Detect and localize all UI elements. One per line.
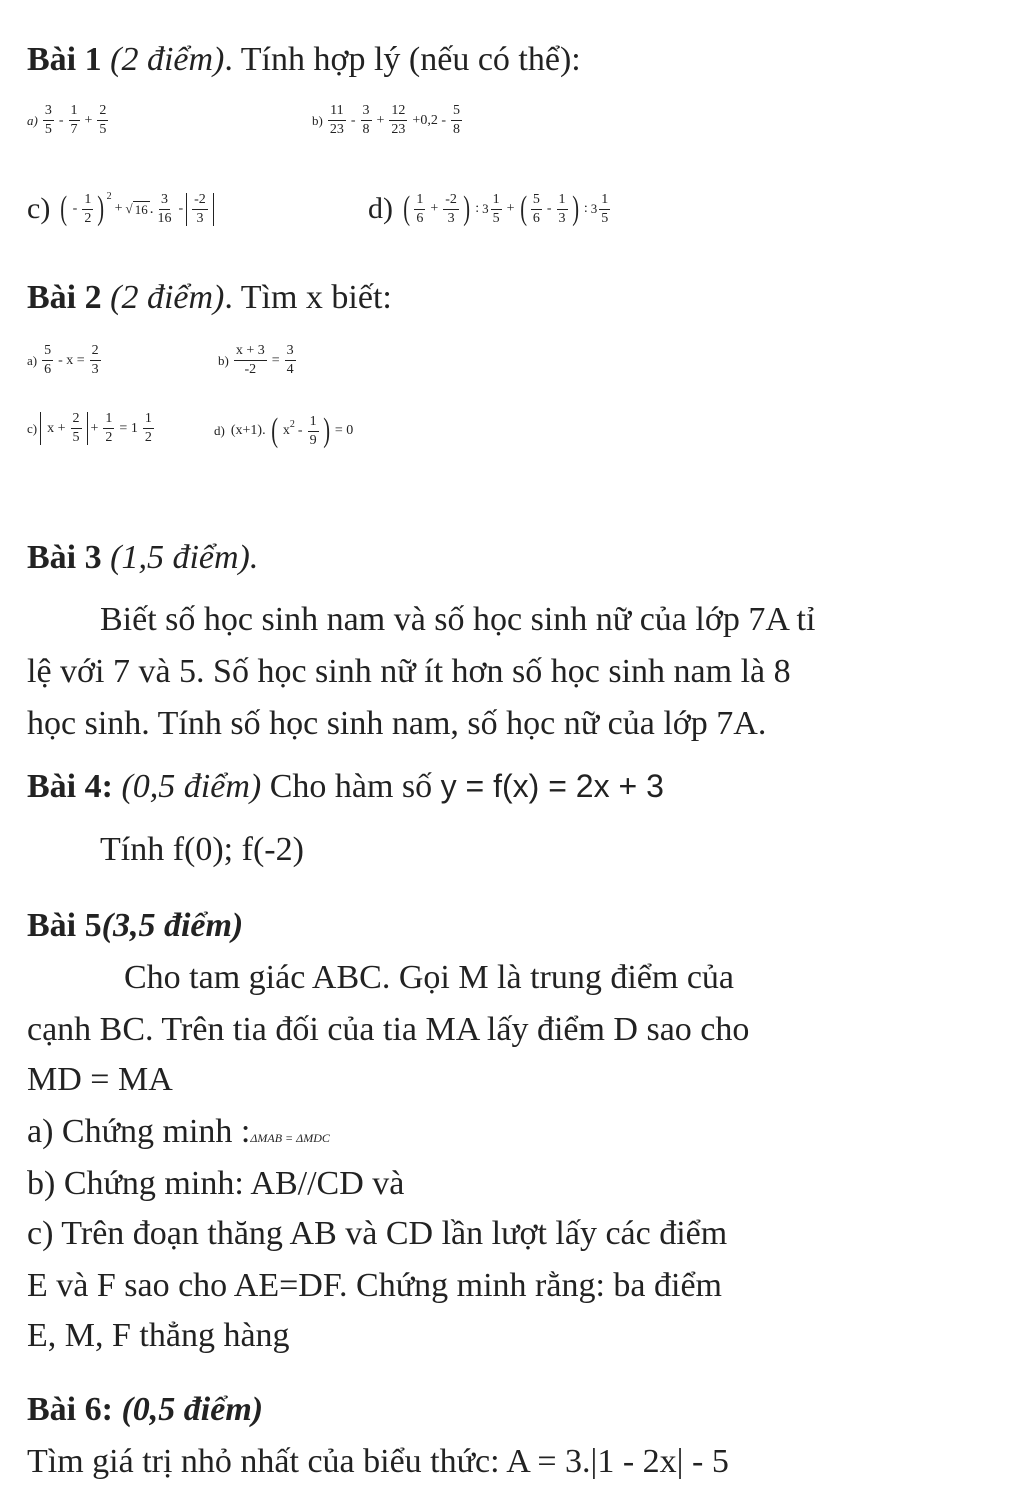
bai3-line-2: lệ với 7 và 5. Số học sinh nữ ít hơn số học sinh nam là 8 xyxy=(27,653,791,690)
bai6-task: Tìm giá trị nhỏ nhất của biểu thức: A = 3.|1 - 2x| - 5 xyxy=(27,1443,729,1480)
bai1-heading xyxy=(27,40,581,80)
bai1-b-label: b) xyxy=(312,112,323,128)
bai5-line-3: MD = MA xyxy=(27,1061,173,1098)
bai5-part-a-text: a) Chứng minh : xyxy=(27,1113,251,1150)
bai3-title: Bài 3 xyxy=(27,539,102,576)
bai2-title: Bài 2 xyxy=(27,279,102,316)
bai1-a-label: a) xyxy=(27,112,38,128)
bai4-function: y = f(x) = 2x + 3 xyxy=(440,768,664,804)
bai2-task: . Tìm x biết: xyxy=(224,279,392,316)
bai2-points: (2 điểm) xyxy=(110,279,225,316)
bai2-heading xyxy=(27,278,392,318)
bai5-part-a-expression: ΔMAB = ΔMDC xyxy=(250,1131,330,1145)
bai5-heading xyxy=(27,906,243,946)
bai2-c-label: c) xyxy=(27,420,38,436)
bai6-title: Bài 6: xyxy=(27,1391,113,1428)
bai5-title: Bài 5 xyxy=(27,907,102,944)
bai1-points: (2 điểm) xyxy=(110,41,225,78)
bai3-line-3: học sinh. Tính số học sinh nam, số học nữ của lớp 7A. xyxy=(27,705,767,742)
bai2-d-label: d) xyxy=(214,423,225,438)
bai2-a-label: a) xyxy=(27,352,38,368)
bai2-d-expression: d) (x+1). ( x 2 - $\frac{1}{9}$ ) = 0 xyxy=(214,412,354,449)
bai5-part-c-line-1: c) Trên đoạn thăng AB và CD lần lượt lấy các điểm xyxy=(27,1215,728,1252)
bai2-a-expression: a) $\frac{5}{6}$ - x = $\frac{2}{3}$ xyxy=(27,343,99,377)
bai3-line-1: Biết số học sinh nam và số học sinh nữ của lớp 7A tỉ xyxy=(100,601,816,638)
bai3-points: (1,5 điểm). xyxy=(110,539,259,576)
bai1-d-label: d) xyxy=(368,192,393,225)
bai6-points: (0,5 điểm) xyxy=(121,1391,264,1428)
bai4-title: Bài 4 xyxy=(27,768,102,805)
bai1-d-expression: d) ( $\frac{1}{6}$ + $\frac{-2}{3}$ ) : 3 $\frac{1}{5}$ + ( $\frac{5}{6}$ - $\frac{1}{3}$ ) : 3 $\frac{1}{5}$ xyxy=(368,190,609,227)
fraction: $\frac{1}{7}$ xyxy=(70,103,78,137)
bai5-points: (3,5 điểm) xyxy=(101,907,244,944)
bai5-part-c-line-3: E, M, F thẳng hàng xyxy=(27,1317,290,1354)
bai4-line-2: Tính f(0); f(-2) xyxy=(100,831,304,868)
bai4-task: Cho hàm số xyxy=(261,768,441,805)
fraction: $\frac{2}{5}$ xyxy=(99,103,107,137)
bai1-title: Bài 1 xyxy=(27,41,102,78)
bai5-part-c-line-2: E và F sao cho AE=DF. Chứng minh rằng: ba điểm xyxy=(27,1267,722,1304)
bai6-heading xyxy=(27,1390,263,1430)
bai5-line-2: cạnh BC. Trên tia đối của tia MA lấy điểm D sao cho xyxy=(27,1011,750,1048)
bai4-points: (0,5 điểm) xyxy=(121,768,262,805)
bai1-task: . Tính hợp lý (nếu có thể): xyxy=(224,41,581,78)
bai1-a-expression: a) $\frac{3}{5}$ - $\frac{1}{7}$ + $\frac{2}{5}$ xyxy=(27,103,107,137)
bai2-c-expression: c) x + $\frac{2}{5}$ + $\frac{1}{2}$ = 1 $\frac{1}{2}$ xyxy=(27,411,152,445)
bai1-c-expression: c) ( - $\frac{1}{2}$ ) 2 + √ 16 . $\frac{3}{16}$ - $\frac{-2}{3}$ xyxy=(27,190,214,228)
bai5-part-a xyxy=(27,1112,330,1158)
fraction: $\frac{3}{5}$ xyxy=(44,103,52,137)
bai2-b-expression: b) $\frac{x + 3}{-2}$ = $\frac{3}{4}$ xyxy=(218,343,294,377)
bai2-b-label: b) xyxy=(218,352,229,368)
bai1-c-label: c) xyxy=(27,192,51,225)
bai5-line-1: Cho tam giác ABC. Gọi M là trung điểm của xyxy=(124,959,735,996)
bai5-part-b: b) Chứng minh: AB//CD và xyxy=(27,1165,405,1202)
bai1-b-expression: b) $\frac{11}{23}$ - $\frac{3}{8}$ + $\frac{12}{23}$ +0,2 - $\frac{5}{8}$ xyxy=(312,103,460,137)
bai3-heading xyxy=(27,538,258,578)
bai4-heading: Bài 4: (0,5 điểm) Cho hàm số y = f(x) = 2x + 3 xyxy=(27,768,664,805)
